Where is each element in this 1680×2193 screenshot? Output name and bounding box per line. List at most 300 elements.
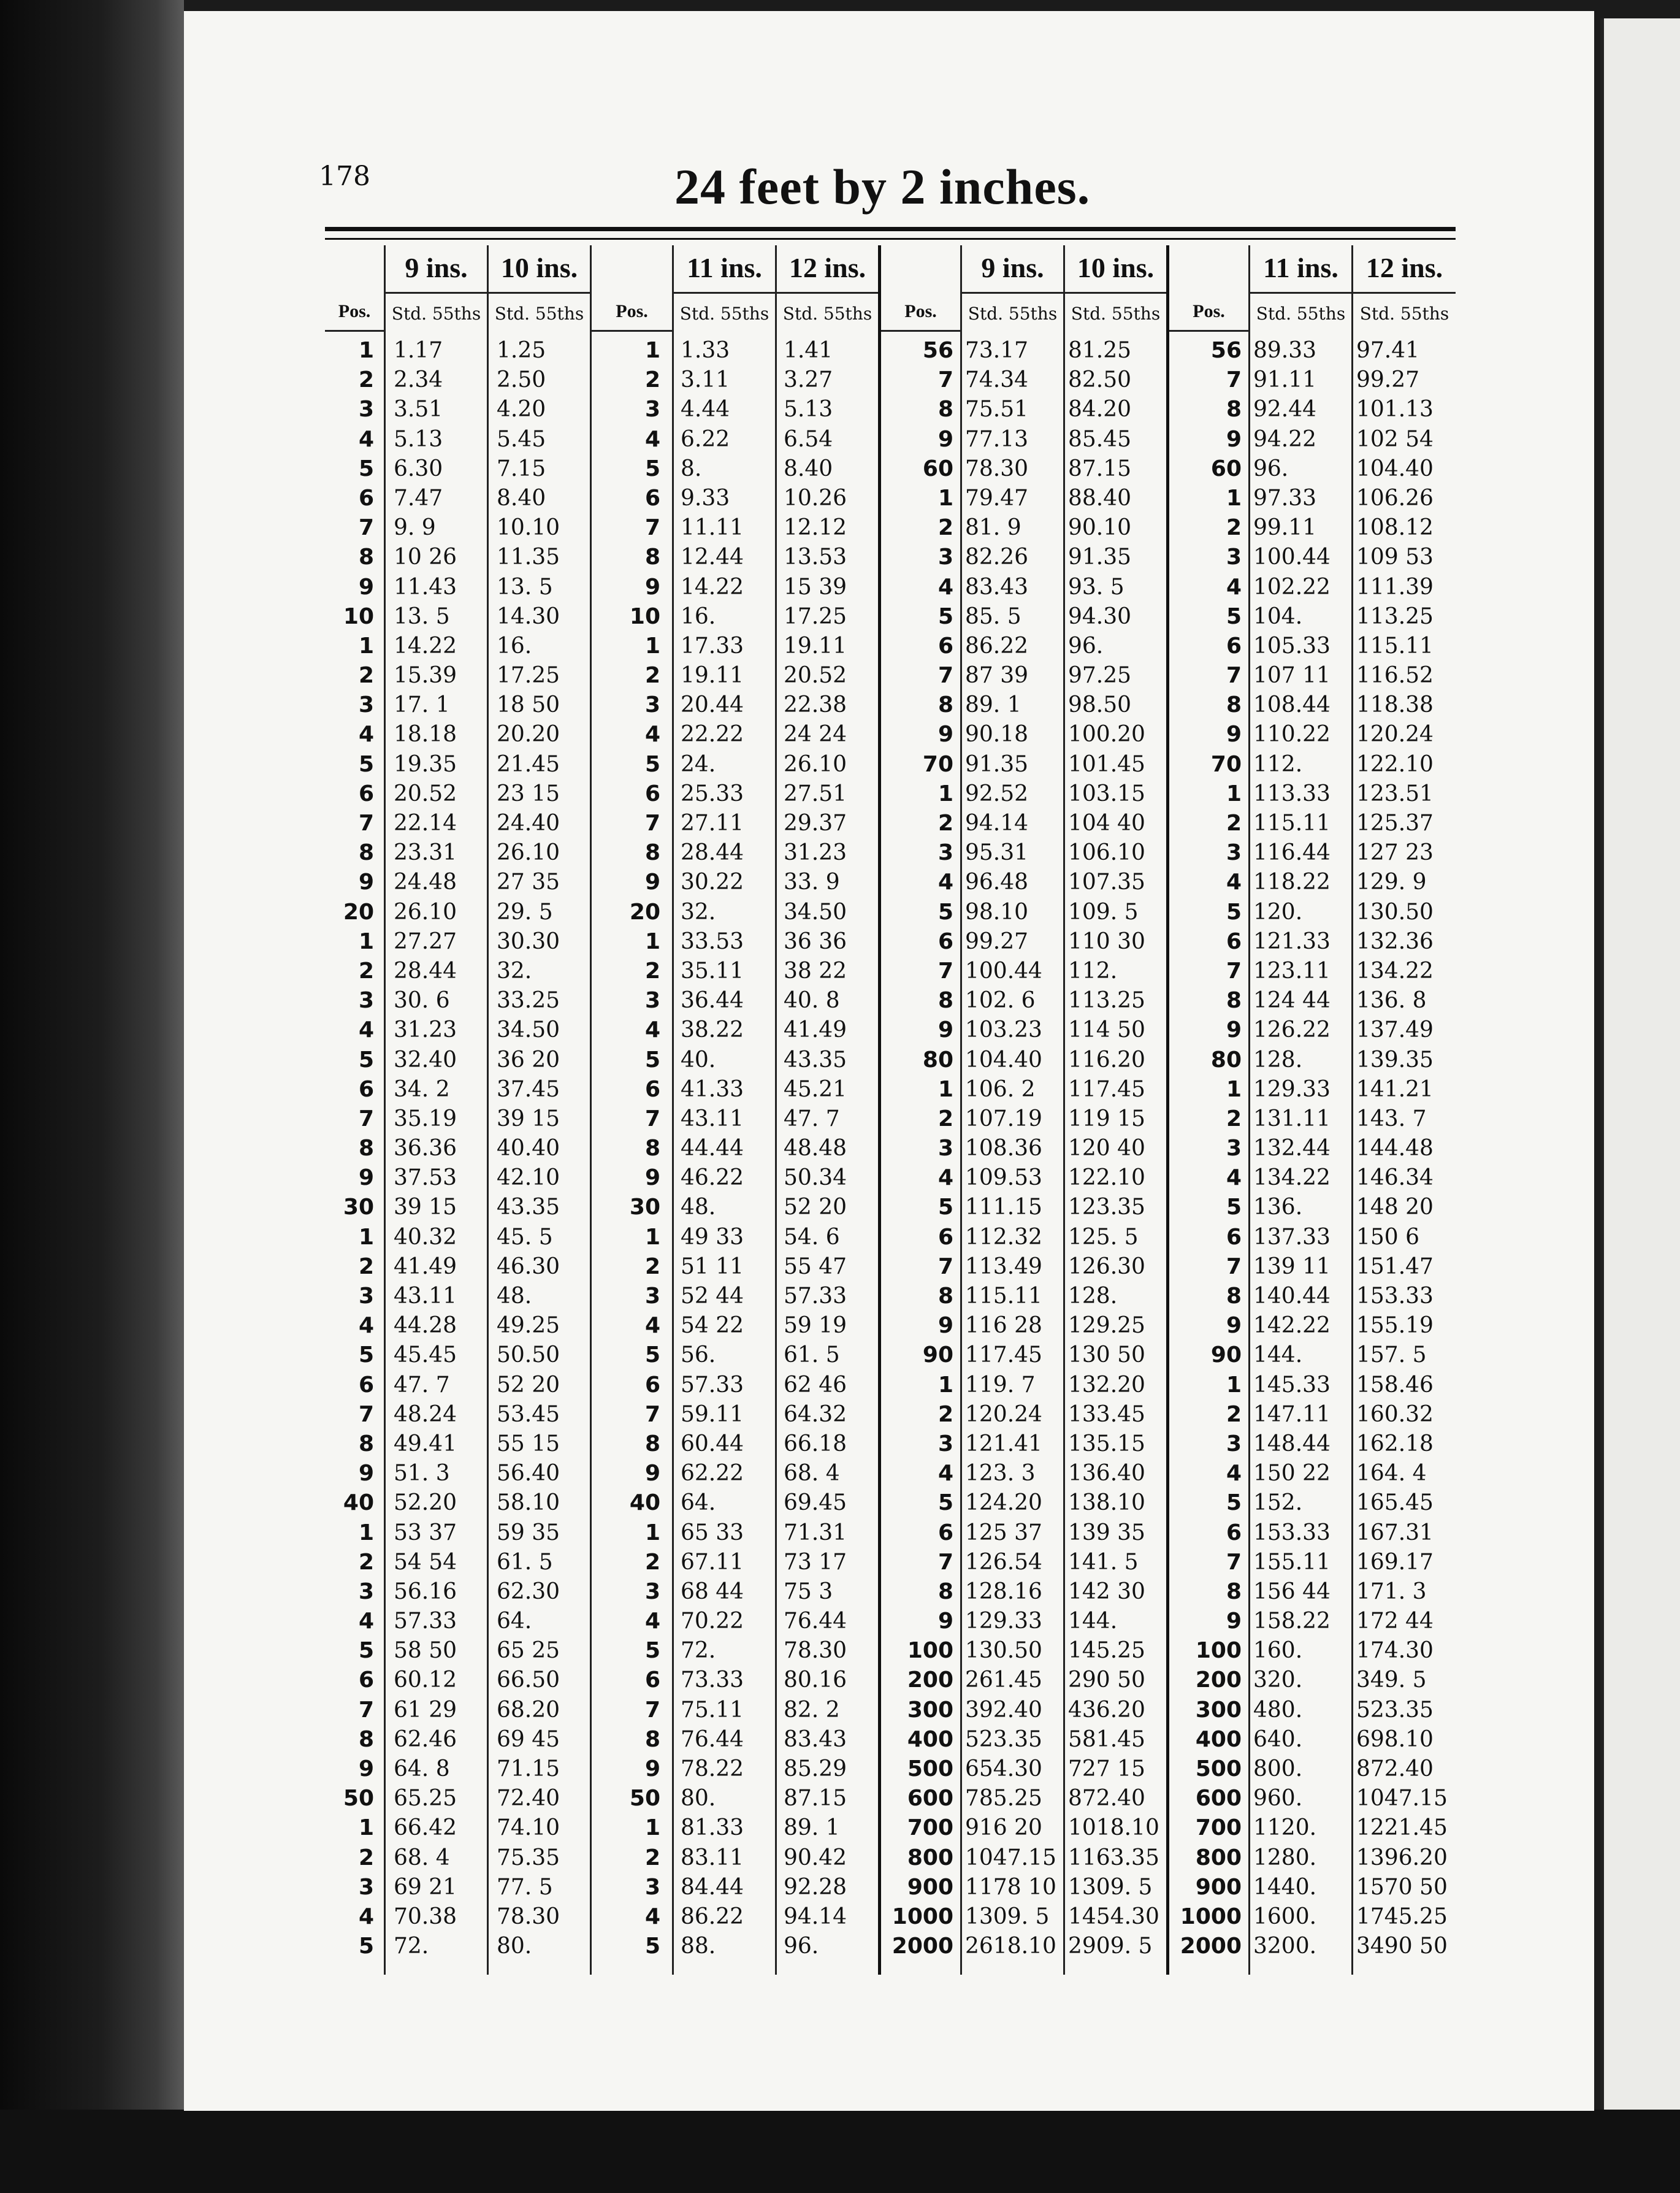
header-10-ins: 10 ins.	[1077, 252, 1155, 283]
table-cell: 4.20	[497, 397, 546, 423]
table-cell: 900	[1195, 1874, 1242, 1900]
table-cell: 5	[937, 899, 953, 925]
table-cell: 3	[358, 1284, 374, 1309]
table-cell: 80	[1210, 1047, 1242, 1073]
table-cell: 124 44	[1253, 988, 1331, 1014]
table-cell: 129. 9	[1356, 870, 1427, 895]
table-cell: 2	[937, 1401, 953, 1427]
table-cell: 2	[358, 367, 374, 393]
table-cell: 120 40	[1068, 1136, 1145, 1162]
table-cell: 110.22	[1253, 722, 1331, 748]
header-11-ins: 11 ins.	[687, 252, 762, 283]
table-cell: 1018.10	[1068, 1815, 1159, 1841]
table-cell: 90	[922, 1342, 953, 1368]
ins10-column	[497, 336, 589, 1961]
table-cell: 7	[358, 515, 374, 541]
table-cell: 5	[1226, 1195, 1242, 1220]
table-cell: 30	[343, 1195, 374, 1220]
table-cell: 8	[644, 545, 660, 570]
table-cell: 4.44	[681, 397, 730, 423]
table-cell: 128.16	[965, 1579, 1042, 1604]
table-cell: 29. 5	[497, 899, 553, 925]
table-cell: 2	[1226, 1106, 1242, 1131]
table-cell: 153.33	[1356, 1284, 1434, 1309]
table-cell: 58 50	[394, 1638, 457, 1664]
table-cell: 6	[358, 485, 374, 511]
table-cell: 20.20	[497, 722, 560, 748]
table-cell: 113.25	[1068, 988, 1145, 1014]
table-cell: 3	[644, 397, 660, 423]
table-cell: 7	[1226, 663, 1242, 689]
table-cell: 1	[644, 1224, 660, 1250]
table-cell: 80.	[681, 1786, 716, 1812]
table-cell: 4	[644, 1904, 660, 1929]
table-cell: 1309. 5	[965, 1904, 1050, 1929]
table-cell: 102.22	[1253, 574, 1331, 600]
table-cell: 4	[1226, 1165, 1242, 1191]
table-cell: 4	[644, 1313, 660, 1339]
table-cell: 8	[937, 692, 953, 718]
table-cell: 4	[644, 722, 660, 748]
table-cell: 23.31	[394, 840, 457, 866]
table-cell: 33.25	[497, 988, 560, 1014]
table-cell: 26.10	[784, 751, 847, 777]
table-cell: 1.25	[497, 338, 546, 363]
table-cell: 700	[907, 1815, 953, 1841]
table-cell: 113.33	[1253, 781, 1331, 806]
table-cell: 48.	[681, 1195, 716, 1220]
table-cell: 85.45	[1068, 426, 1132, 452]
table-cell: 59.11	[681, 1401, 744, 1427]
table-cell: 72.	[394, 1934, 429, 1959]
table-cell: 6.30	[394, 456, 443, 481]
table-cell: 81.33	[681, 1815, 744, 1841]
table-cell: 90.18	[965, 722, 1029, 748]
table-cell: 155.19	[1356, 1313, 1434, 1339]
table-cell: 9	[358, 1165, 374, 1191]
table-cell: 97.33	[1253, 485, 1317, 511]
table-cell: 49.25	[497, 1313, 560, 1339]
table-cell: 5	[644, 1638, 660, 1664]
table-cell: 121.41	[965, 1431, 1042, 1456]
table-cell: 38.22	[681, 1017, 744, 1043]
table-cell: 100	[1195, 1638, 1242, 1664]
table-cell: 7	[937, 367, 953, 393]
table-cell: 1000	[1180, 1904, 1242, 1929]
table-cell: 50.34	[784, 1165, 847, 1191]
table-cell: 1745.25	[1356, 1904, 1448, 1929]
table-cell: 162.18	[1356, 1431, 1434, 1456]
header-pos: Pos.	[338, 301, 371, 321]
table-cell: 5.13	[784, 397, 833, 423]
table-cell: 9	[358, 1756, 374, 1782]
table-cell: 30. 6	[394, 988, 450, 1014]
table-cell: 84.44	[681, 1874, 744, 1900]
table-cell: 83.43	[965, 574, 1029, 600]
table-cell: 10 26	[394, 545, 457, 570]
table-cell: 65 25	[497, 1638, 560, 1664]
table-cell: 62.46	[394, 1726, 457, 1752]
table-cell: 2	[644, 367, 660, 393]
subheader-std-55ths: Std. 55ths	[391, 304, 481, 324]
table-cell: 144.48	[1356, 1136, 1434, 1162]
table-cell: 1000	[892, 1904, 953, 1929]
subheader-std-55ths: Std. 55ths	[782, 304, 872, 324]
table-cell: 33.53	[681, 928, 744, 954]
table-cell: 153.33	[1253, 1520, 1331, 1545]
table-cell: 5	[1226, 899, 1242, 925]
table-cell: 59 35	[497, 1520, 560, 1545]
table-cell: 6	[644, 1667, 660, 1693]
table-cell: 169.17	[1356, 1549, 1434, 1575]
table-cell: 19.11	[681, 663, 744, 689]
table-cell: 1	[644, 338, 660, 363]
table-cell: 3	[937, 545, 953, 570]
table-cell: 13. 5	[394, 603, 450, 629]
table-cell: 40.40	[497, 1136, 560, 1162]
table-cell: 9	[644, 870, 660, 895]
table-cell: 5	[358, 1638, 374, 1664]
table-cell: 110 30	[1068, 928, 1145, 954]
table-cell: 57.33	[681, 1372, 744, 1398]
pos-column	[325, 336, 374, 1961]
table-cell: 93. 5	[1068, 574, 1124, 600]
table-cell: 107 11	[1253, 663, 1331, 689]
table-cell: 7	[644, 811, 660, 836]
table-cell: 64.	[681, 1490, 716, 1516]
table-cell: 37.45	[497, 1076, 560, 1102]
table-cell: 82. 2	[784, 1697, 840, 1723]
table-cell: 8.	[681, 456, 702, 481]
table-cell: 9	[358, 870, 374, 895]
table-cell: 141. 5	[1068, 1549, 1139, 1575]
table-cell: 2	[644, 663, 660, 689]
table-cell: 117.45	[965, 1342, 1042, 1368]
table-cell: 100	[907, 1638, 953, 1664]
table-cell: 114 50	[1068, 1017, 1145, 1043]
table-cell: 87.15	[784, 1786, 847, 1812]
table-cell: 5	[358, 751, 374, 777]
table-cell: 75.51	[965, 397, 1029, 423]
table-cell: 1396.20	[1356, 1845, 1448, 1870]
table-cell: 9	[358, 574, 374, 600]
table-cell: 1	[358, 1520, 374, 1545]
table-cell: 2	[1226, 515, 1242, 541]
table-cell: 2000	[1180, 1934, 1242, 1959]
title-rule-thick	[325, 227, 1456, 231]
table-cell: 45.45	[394, 1342, 457, 1368]
table-cell: 3	[358, 1874, 374, 1900]
table-cell: 640.	[1253, 1726, 1303, 1752]
table-cell: 6	[644, 485, 660, 511]
table-cell: 139 35	[1068, 1520, 1145, 1545]
table-cell: 127 23	[1356, 840, 1434, 866]
table-cell: 2	[937, 1106, 953, 1131]
table-cell: 143. 7	[1356, 1106, 1427, 1131]
table-cell: 164. 4	[1356, 1461, 1427, 1487]
table-cell: 66.42	[394, 1815, 457, 1841]
table-cell: 78.30	[784, 1638, 847, 1664]
table-cell: 23 15	[497, 781, 560, 806]
table-cell: 117.45	[1068, 1076, 1145, 1102]
subheader-std-55ths: Std. 55ths	[679, 304, 769, 324]
table-cell: 9.33	[681, 485, 730, 511]
pos-header-rule	[325, 330, 384, 332]
table-cell: 1	[937, 1372, 953, 1398]
table-cell: 65 33	[681, 1520, 744, 1545]
table-cell: 86.22	[681, 1904, 744, 1929]
table-cell: 80.	[497, 1934, 532, 1959]
table-cell: 1	[1226, 1372, 1242, 1398]
table-cell: 34.50	[497, 1017, 560, 1043]
table-cell: 1	[644, 1815, 660, 1841]
table-cell: 29.37	[784, 811, 847, 836]
table-cell: 9	[937, 1609, 953, 1634]
table-cell: 2	[358, 1253, 374, 1279]
table-cell: 43.35	[784, 1047, 847, 1073]
table-cell: 99.27	[1356, 367, 1420, 393]
table-cell: 80.16	[784, 1667, 847, 1693]
table-cell: 71.31	[784, 1520, 847, 1545]
table-cell: 64.	[497, 1609, 532, 1634]
table-cell: 40. 8	[784, 988, 840, 1014]
table-cell: 4	[358, 1904, 374, 1929]
table-cell: 128.	[1068, 1284, 1118, 1309]
subheader-std-55ths: Std. 55ths	[1256, 304, 1346, 324]
table-cell: 3	[644, 1284, 660, 1309]
table-cell: 130.50	[965, 1638, 1042, 1664]
table-cell: 61 29	[394, 1697, 457, 1723]
table-cell: 49.41	[394, 1431, 457, 1456]
col-divider	[1063, 245, 1065, 1975]
table-cell: 100.44	[1253, 545, 1331, 570]
table-cell: 2	[937, 515, 953, 541]
table-cell: 4	[644, 1609, 660, 1634]
table-cell: 52.20	[394, 1490, 457, 1516]
table-cell: 35.19	[394, 1106, 457, 1131]
table-cell: 116 28	[965, 1313, 1042, 1339]
table-cell: 140.44	[1253, 1284, 1331, 1309]
table-cell: 2	[644, 1253, 660, 1279]
table-cell: 9	[937, 426, 953, 452]
table-cell: 16.	[497, 633, 532, 659]
table-cell: 147.11	[1253, 1401, 1331, 1427]
table-cell: 400	[1195, 1726, 1242, 1752]
table-cell: 1600.	[1253, 1904, 1317, 1929]
table-cell: 480.	[1253, 1697, 1303, 1723]
table-cell: 129.33	[1253, 1076, 1331, 1102]
table-cell: 150 22	[1253, 1461, 1331, 1487]
scan-background	[0, 2110, 1680, 2193]
table-cell: 55 15	[497, 1431, 560, 1456]
table-cell: 91.35	[965, 751, 1029, 777]
table-cell: 727 15	[1068, 1756, 1145, 1782]
table-cell: 111.15	[965, 1195, 1042, 1220]
table-cell: 71.15	[497, 1756, 560, 1782]
table-cell: 13.53	[784, 545, 847, 570]
table-cell: 142.22	[1253, 1313, 1331, 1339]
table-cell: 7	[1226, 1253, 1242, 1279]
table-cell: 43.11	[394, 1284, 457, 1309]
table-cell: 40.32	[394, 1224, 457, 1250]
table-cell: 3	[937, 1136, 953, 1162]
col-divider	[384, 245, 386, 1975]
table-cell: 58.10	[497, 1490, 560, 1516]
table-cell: 41.49	[784, 1017, 847, 1043]
table-cell: 55 47	[784, 1253, 847, 1279]
col-divider	[672, 245, 674, 1975]
table-cell: 2	[358, 663, 374, 689]
table-cell: 1	[358, 338, 374, 363]
table-cell: 107.19	[965, 1106, 1042, 1131]
table-cell: 116.20	[1068, 1047, 1145, 1073]
table-cell: 145.25	[1068, 1638, 1145, 1664]
table-cell: 7.47	[394, 485, 443, 511]
table-cell: 5	[937, 1195, 953, 1220]
pos-header-rule	[881, 330, 960, 332]
header-10-ins: 10 ins.	[500, 252, 578, 283]
table-cell: 109 53	[1356, 545, 1434, 570]
table-cell: 17.25	[497, 663, 560, 689]
table-cell: 104.40	[965, 1047, 1042, 1073]
table-cell: 78.30	[965, 456, 1029, 481]
table-cell: 3200.	[1253, 1934, 1317, 1959]
table-cell: 800	[907, 1845, 953, 1870]
ins12-column	[784, 336, 876, 1961]
table-cell: 8	[358, 545, 374, 570]
table-cell: 4	[358, 1609, 374, 1634]
table-cell: 119. 7	[965, 1372, 1036, 1398]
table-cell: 96.	[784, 1934, 819, 1959]
table-cell: 129.33	[965, 1609, 1042, 1634]
table-cell: 74.34	[965, 367, 1029, 393]
table-cell: 83.43	[784, 1726, 847, 1752]
table-cell: 3490 50	[1356, 1934, 1448, 1959]
table-cell: 600	[907, 1786, 953, 1812]
table-cell: 6	[937, 633, 953, 659]
table-cell: 22.22	[681, 722, 744, 748]
table-cell: 1.33	[681, 338, 730, 363]
table-cell: 125.37	[1356, 811, 1434, 836]
table-cell: 89. 1	[784, 1815, 840, 1841]
pos-column	[1169, 336, 1242, 1961]
table-cell: 158.22	[1253, 1609, 1331, 1634]
table-cell: 2	[358, 1549, 374, 1575]
table-cell: 20.52	[784, 663, 847, 689]
table-cell: 320.	[1253, 1667, 1303, 1693]
header-12-ins: 12 ins.	[1365, 252, 1443, 283]
table-cell: 1221.45	[1356, 1815, 1448, 1841]
table-cell: 3	[358, 397, 374, 423]
table-cell: 1	[1226, 781, 1242, 806]
table-cell: 500	[907, 1756, 953, 1782]
table-cell: 137.33	[1253, 1224, 1331, 1250]
table-cell: 15.39	[394, 663, 457, 689]
table-cell: 27.11	[681, 811, 744, 836]
table-cell: 52 20	[497, 1372, 560, 1398]
table-cell: 122.10	[1356, 751, 1434, 777]
table-cell: 2	[1226, 811, 1242, 836]
table-cell: 47. 7	[394, 1372, 450, 1398]
table-cell: 27.27	[394, 928, 457, 954]
table-cell: 138.10	[1068, 1490, 1145, 1516]
table-cell: 77. 5	[497, 1874, 553, 1900]
table-cell: 20	[343, 899, 374, 925]
table-cell: 92.52	[965, 781, 1029, 806]
table-cell: 6	[358, 781, 374, 806]
table-cell: 392.40	[965, 1697, 1042, 1723]
table-cell: 11.11	[681, 515, 744, 541]
table-cell: 103.23	[965, 1017, 1042, 1043]
ins11-column	[1253, 336, 1350, 1961]
pos-header-rule	[592, 330, 672, 332]
table-cell: 100.44	[965, 958, 1042, 984]
table-cell: 28.44	[394, 958, 457, 984]
table-cell: 8	[1226, 692, 1242, 718]
table-cell: 89.33	[1253, 338, 1317, 363]
table-cell: 102 54	[1356, 426, 1434, 452]
table-cell: 34. 2	[394, 1076, 450, 1102]
table-cell: 54 22	[681, 1313, 744, 1339]
table-cell: 78.22	[681, 1756, 744, 1782]
table-cell: 1120.	[1253, 1815, 1317, 1841]
subheader-std-55ths: Std. 55ths	[494, 304, 584, 324]
table-cell: 94.30	[1068, 603, 1132, 629]
table-cell: 1047.15	[1356, 1786, 1448, 1812]
table-cell: 9. 9	[394, 515, 436, 541]
table-cell: 45. 5	[497, 1224, 553, 1250]
table-cell: 146.34	[1356, 1165, 1434, 1191]
table-cell: 135.15	[1068, 1431, 1145, 1456]
table-cell: 81. 9	[965, 515, 1021, 541]
next-page-edge	[1600, 18, 1680, 2116]
table-cell: 116.52	[1356, 663, 1434, 689]
table-cell: 53.45	[497, 1401, 560, 1427]
table-cell: 2	[358, 958, 374, 984]
table-cell: 157. 5	[1356, 1342, 1427, 1368]
table-cell: 1.17	[394, 338, 443, 363]
table-cell: 290 50	[1068, 1667, 1145, 1693]
table-cell: 60	[922, 456, 953, 481]
table-cell: 1440.	[1253, 1874, 1317, 1900]
table-cell: 6	[1226, 928, 1242, 954]
header-rule	[1250, 292, 1456, 294]
table-cell: 1	[1226, 1076, 1242, 1102]
table-cell: 69 45	[497, 1726, 560, 1752]
table-cell: 97.25	[1068, 663, 1132, 689]
table-cell: 113.49	[965, 1253, 1042, 1279]
table-cell: 56.40	[497, 1461, 560, 1487]
table-cell: 6	[1226, 1520, 1242, 1545]
table-cell: 62.22	[681, 1461, 744, 1487]
table-cell: 36.36	[394, 1136, 457, 1162]
table-cell: 73 17	[784, 1549, 847, 1575]
table-cell: 19.11	[784, 633, 847, 659]
table-cell: 75.11	[681, 1697, 744, 1723]
table-cell: 125 37	[965, 1520, 1042, 1545]
table-cell: 56.	[681, 1342, 716, 1368]
table-cell: 3	[358, 692, 374, 718]
table-cell: 26.10	[394, 899, 457, 925]
table-cell: 94.14	[784, 1904, 847, 1929]
table-cell: 3	[1226, 1136, 1242, 1162]
table-cell: 78.30	[497, 1904, 560, 1929]
table-cell: 1	[937, 781, 953, 806]
table-cell: 112.	[1253, 751, 1303, 777]
table-cell: 7	[937, 1253, 953, 1279]
table-cell: 38 22	[784, 958, 847, 984]
table-cell: 167.31	[1356, 1520, 1434, 1545]
